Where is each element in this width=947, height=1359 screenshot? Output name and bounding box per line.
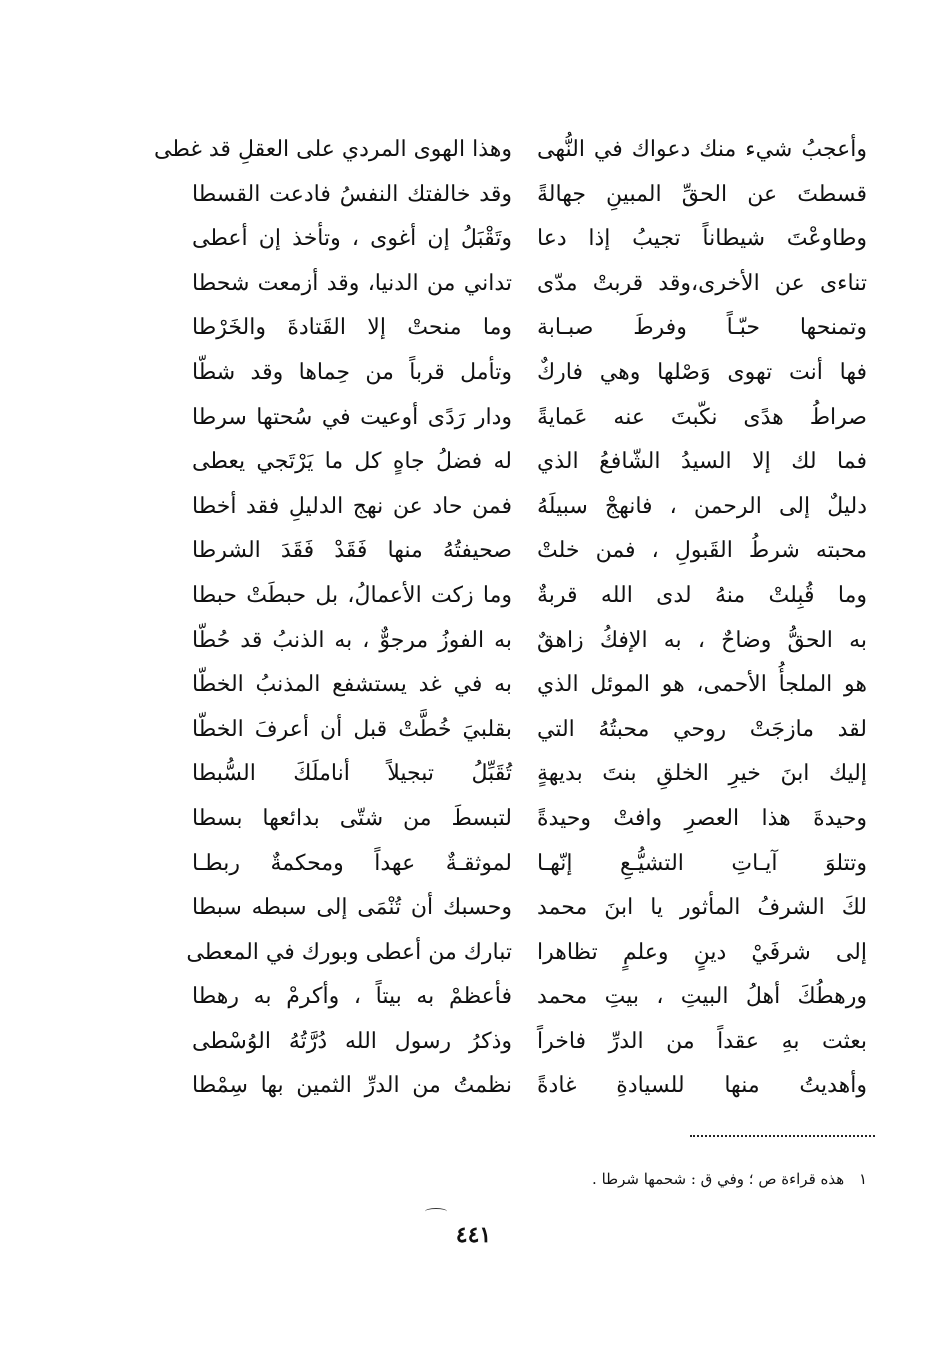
verse-right-20: ورهطُكَ أهلُ البيتِ ، بيتِ محمد — [537, 984, 867, 1010]
verse-right-7: صراطُ هدًى نكّبتَ عنه عَمايةً — [537, 404, 867, 430]
footnote — [592, 1168, 867, 1190]
verse-left-4: تداني من الدنيا، وقد أزمعت شحطا — [192, 270, 512, 296]
verse-right-5: وتمنحها حبّـاً وفرطَ صبـابة — [537, 315, 867, 341]
verse-left-19: تبارك من أعطى وبورك في المعطى — [186, 939, 512, 965]
verse-left-16: لتبسطَ من شتّى بدائعها بسطا — [192, 805, 512, 831]
verse-right-4: تناءى عن الأخرى،وقد قربتْ مدّى — [537, 270, 867, 296]
verse-right-21: بعثت بهِ عقداً من الدرِّ فاخراً — [537, 1028, 867, 1054]
verse-right-8: فما لك إلا السيدُ الشّافعُ الذي — [537, 449, 867, 475]
verse-left-21: وذكرُ رسول الله دُرَّتُهُ الوُسْطى — [192, 1028, 512, 1054]
verse-right-11: وما قُبِلتْ منهُ لدى الله قربةٌ — [537, 582, 867, 608]
verse-left-3: وتَقْبَلُ إن أغوى ، وتأخذ إن أعطى — [192, 226, 512, 252]
ornament-mark — [425, 1208, 447, 1215]
verse-left-10: صحيفتُهُ منها فَقَدْ فَقَدَ الشرطا — [192, 538, 512, 564]
verse-left-11: وما زكت الأعمالُ، بل حبطَتْ حبطا — [192, 582, 512, 608]
verse-left-14: بقلبيَ خُطَّتْ قبل أن أعرفَ الخطّا — [192, 716, 512, 742]
verse-left-2: وقد خالفتك النفسُ فادعت القسطا — [192, 181, 512, 207]
verse-right-14: لقد مازجَتْ روحي محبتُهُ التي — [537, 716, 867, 742]
verse-left-7: ودار رَدًى أوعيت في سُحتها سرطا — [192, 404, 512, 430]
verse-right-15: إليك ابنَ خيرِ الخلقِ بنتَ بديهةٍ — [537, 761, 867, 787]
verse-right-19: إلى شرفَيْ دينٍ وعلمٍ تظاهرا — [537, 939, 867, 965]
verse-left-22: نظمتُ من الدرِّ الثمين بها سِمْطا — [192, 1073, 512, 1099]
verse-right-3: وطاوعْتَ شيطاناً تجيبُ إذا دعا — [537, 226, 867, 252]
verse-left-5: وما منحتْ إلا القَتادةَ والخَرْطا — [192, 315, 512, 341]
verse-right-6: فها أنت تهوى وَصْلها وهي فاركٌ — [537, 359, 867, 385]
verse-right-12: به الحقُّ وضاحٌ ، به الإفكُ زاهقٌ — [537, 627, 867, 653]
verse-right-16: وحيدةَ هذا العصرِ وافتْ وحيدةً — [537, 805, 867, 831]
verse-right-2: قسطتَ عن الحقِّ المبينِ جهالةً — [537, 181, 867, 207]
verse-right-17: وتتلوَ آيـاتِ التشيُّـعِ إنّهـا — [537, 850, 867, 876]
verse-left-20: فأعظمْ به بيتاً ، وأكرمْ به رهطا — [192, 984, 512, 1010]
verse-left-6: وتأمل قرباً من حِماها وقد شطّا — [192, 359, 512, 385]
verse-left-13: به في غد يستشفع المذنبُ الخطّا — [192, 672, 512, 698]
verse-left-12: به الفوزُ مرجوٌّ ، به الذنبُ قد حُطّا — [192, 627, 512, 653]
verse-left-18: وحسبك أن تُنْمَى إلى سبطه سبطا — [192, 895, 512, 921]
poem-column-left — [154, 128, 512, 1109]
verse-right-9: دليلٌ إلى الرحمن ، فانهجْ سبيلَهُ — [537, 493, 867, 519]
verse-left-1: وهذا الهوى المردي على العقلِ قد غطى — [154, 137, 512, 162]
verse-left-17: لموثقـةٌ عهداً ومحكمةٌ ربطـا — [192, 850, 512, 876]
page-number: ٤٤١ — [455, 1222, 492, 1248]
footnote-number: ١ — [858, 1170, 867, 1188]
poem-column-right — [537, 128, 867, 1109]
footnote-text: هذه قراءة ص ؛ وفي ق : شحمها شرطا . — [592, 1170, 845, 1188]
verse-left-8: له فضلُ جاهٍ كل ما يَرْتَجي يعطى — [192, 449, 512, 475]
verse-left-9: فمن حاد عن نهج الدليلِ فقد أخطا — [192, 493, 512, 519]
verse-right-13: هو الملجأُ الأحمى، هو الموئل الذي — [537, 672, 867, 698]
verse-right-18: لكَ الشرفُ المأثور يا ابنَ محمد — [537, 895, 867, 921]
footnote-divider — [690, 1135, 875, 1137]
verse-left-15: تُقَبِّلُ تبجيلاً أناملَكَ السُّبطا — [192, 761, 512, 787]
verse-right-1: وأعجبُ شيء منك دعواك في النُّهى — [537, 137, 867, 162]
verse-right-10: محبته شرطُ القَبولِ ، فمن خلتْ — [537, 538, 867, 564]
verse-right-22: وأهديتُ منها للسيادةِ غادةً — [537, 1073, 867, 1099]
